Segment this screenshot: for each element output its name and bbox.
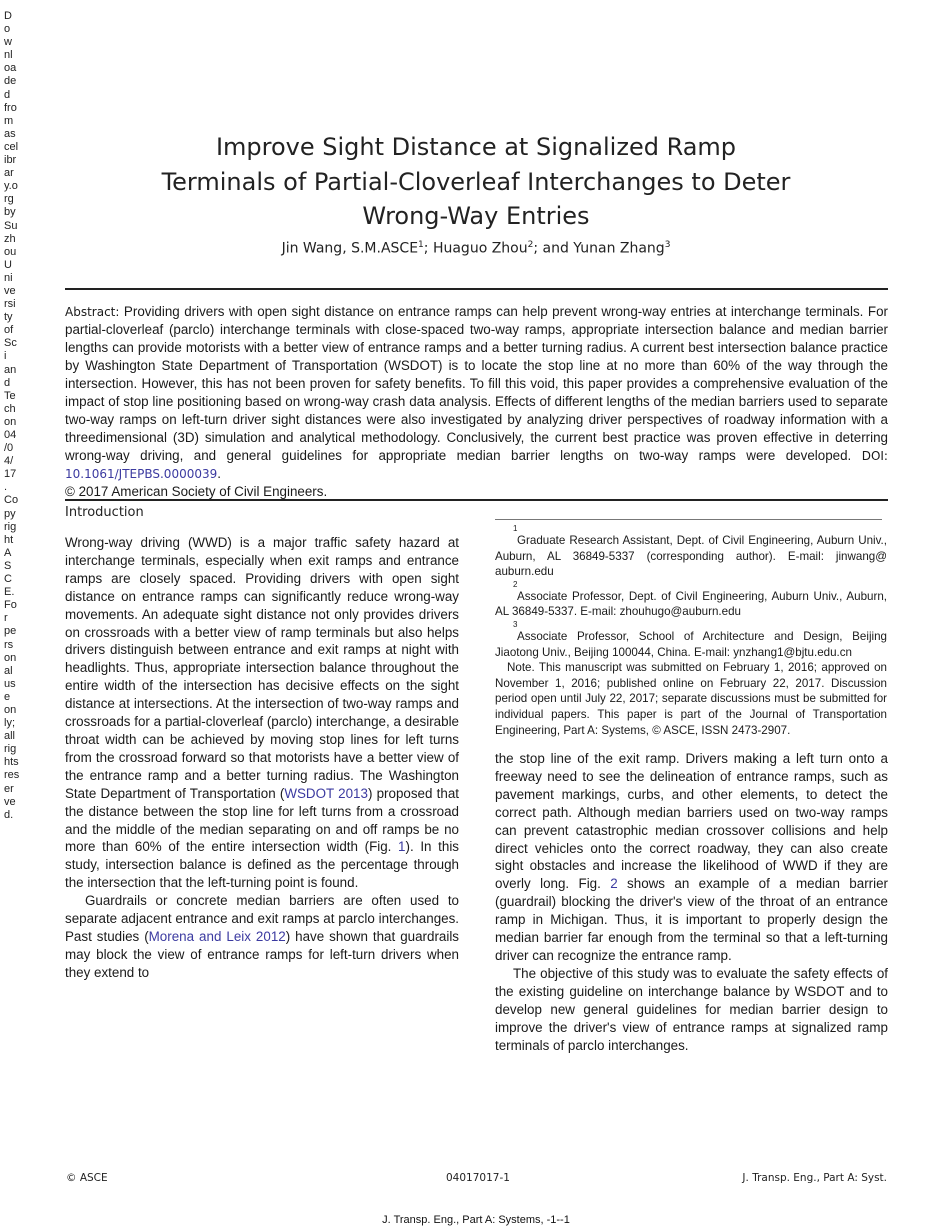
download-notice-fragment: 04 (4, 429, 17, 441)
footer-journal: J. Transp. Eng., Part A: Syst. (742, 1172, 887, 1184)
download-notice-fragment: w (4, 36, 12, 49)
download-notice-fragment: rig (4, 520, 17, 533)
doi-label: DOI: (861, 449, 888, 463)
section-heading-introduction: Introduction (65, 505, 144, 520)
author-2: ; Huaguo Zhou (423, 240, 528, 257)
intro-p2-text-b: ) have shown that guardrails may block the view of entrance ramps for left-turn drivers when they extend to (65, 928, 459, 980)
download-notice-fragment: as (4, 127, 16, 140)
download-notice-fragment: er (4, 782, 14, 795)
download-notice-fragment: all (4, 730, 16, 743)
paper-title (100, 130, 852, 234)
download-notice-fragment: ibr (4, 154, 17, 167)
download-notice-fragment: d (4, 376, 11, 389)
download-notice-fragment: us (4, 677, 16, 690)
footnote-divider (495, 519, 882, 520)
author-1-affil: 1 (418, 240, 424, 250)
download-notice-fragment: on (4, 415, 17, 428)
citation-wsdot-2013[interactable]: WSDOT 2013 (284, 785, 368, 801)
author-3: ; and Yunan Zhang (533, 240, 665, 257)
title-line-3: Wrong-Way Entries (362, 202, 590, 230)
figure-2-link[interactable]: 2 (610, 876, 618, 892)
download-notice-fragment: fro (4, 101, 17, 114)
right-column (495, 750, 888, 1054)
download-notice-fragment: nl (4, 49, 13, 62)
author-2-affil: 2 (527, 240, 534, 250)
download-notice-fragment: rig (4, 743, 17, 756)
abstract-label: Abstract: (65, 305, 120, 319)
intro-p1-text-b: ) proposed that the distance between the stop line for left turns from a crossroad and the middle of the median separating on and off ramps be no more than 60% of the entire intersection width (Fig. (65, 785, 460, 855)
doi-period: . (217, 466, 221, 481)
download-notice-fragment: of (4, 324, 14, 337)
download-notice-fragment: U (4, 258, 12, 271)
download-notice-fragment: Fo (4, 599, 17, 612)
footnote-1-number: 1 (513, 524, 518, 533)
footnotes (495, 524, 887, 738)
title-line-2: Terminals of Partial-Cloverleaf Interchanges to Deter (161, 167, 791, 196)
footnote-1-text: Graduate Research Assistant, Dept. of Civil Engineering, Auburn Univ., Auburn, AL 36849-5337 (corresponding author). E-mail: jinwang@ auburn.edu (495, 534, 887, 579)
divider-abstract (65, 499, 888, 501)
author-list (100, 240, 852, 257)
download-notice-fragment: d (4, 88, 11, 101)
intro-paragraph-1 (65, 534, 459, 892)
download-notice-fragment: E. (4, 586, 15, 599)
bottom-citation: J. Transp. Eng., Part A: Systems, -1--1 (382, 1214, 570, 1226)
download-notice-fragment: rg (4, 193, 14, 206)
footer-copyright: © ASCE (66, 1172, 108, 1184)
download-notice-fragment: ve (4, 795, 16, 808)
download-notice-fragment: ty (4, 311, 13, 324)
download-notice-fragment: o (4, 23, 11, 36)
right-paragraph-1 (495, 750, 888, 965)
download-notice-fragment: Sc (4, 337, 17, 350)
download-notice-fragment: i (4, 350, 7, 363)
footnote-2-text: Associate Professor, Dept. of Civil Engineering, Auburn Univ., Auburn, AL 36849-5337. E-mail: zhouhugo@auburn.edu (495, 589, 887, 619)
download-notice-fragment: pe (4, 625, 17, 638)
download-notice-fragment: on (4, 703, 17, 716)
download-notice-fragment: ni (4, 271, 13, 284)
download-notice-fragment: Co (4, 494, 19, 507)
abstract (65, 303, 888, 501)
download-notice-fragment: 17 (4, 468, 17, 481)
download-notice-fragment: de (4, 75, 17, 88)
intro-p2-text-a: Guardrails or concrete median barriers are often used to separate adjacent entrance and exit ramps at parclo interchanges. Past studies ( (65, 893, 459, 944)
download-notice-fragment: hts (4, 756, 19, 769)
download-notice-fragment: ht (4, 533, 14, 546)
download-notice-fragment: A (4, 546, 12, 559)
manuscript-note: Note. This manuscript was submitted on February 1, 2016; approved on November 1, 2016; published online on February 22, 2017. Discussion period open until July 22, 2017; separate discussions must be submitted for individual papers. This paper is part of the Journal of Transportation Engineering, Part A: Systems, © ASCE, ISSN 2473-2907. (495, 661, 887, 737)
abstract-text: Providing drivers with open sight distance on entrance ramps can help prevent wrong-way entries at interchange terminals. For partial-cloverleaf (parclo) interchange terminals with close-spaced two-way ramps, appropriate intersection balance and median barrier lengths can provide motorists with a better view of entrance ramps and a better turning radius. A current best intersection balance practice by Washington State Department of Transportation (WSDOT) is to locate the stop line at no more than 60% of the way through the intersection. However, this has not been proven for safety benefits. To fill this void, this paper provides a comprehensive evaluation of the impact of stop line positioning based on wrong-way crash data analysis. Effects of different lengths of the median barriers used to separate two-way ramps on left-turn driver sight distances were also investigated by analyzing driver perspectives of roadway information with a threedimensional (3D) simulation and analytical methodology. Conclusively, the current best practice was proven effective in deterring wrong-way driving, and general guidelines for appropriate median barrier lengths on two-way ramps were developed. (65, 304, 888, 463)
author-3-affil: 3 (664, 240, 671, 250)
download-notice-fragment: by (4, 206, 16, 219)
download-notice-fragment: res (4, 769, 20, 782)
download-notice-fragment: py (4, 507, 16, 520)
right-p1-text-b: shows an example of a median barrier (guardrail) blocking the driver's view of the throat of an entrance ramp in Michigan. Thus, it is important to properly design the median barrier far enough from the terminal so that a left-turning driver can recognize the entrance ramp. (495, 876, 888, 963)
download-notice-fragment: Su (4, 219, 18, 232)
right-paragraph-2: The objective of this study was to evaluate the safety effects of the existing guideline on interchange balance by WSDOT and to develop new general guidelines for median barrier design to improve the driver's view of entrance ramps at signalized ramp terminals of parclo interchanges. (495, 965, 888, 1053)
download-notice-fragment: ar (4, 167, 14, 180)
download-notice-fragment: S (4, 559, 12, 572)
download-notice-fragment: on (4, 651, 17, 664)
download-notice-fragment: oa (4, 62, 17, 75)
download-notice-fragment: 4/ (4, 455, 14, 468)
download-notice-fragment: zh (4, 232, 16, 245)
footnote-3-number: 3 (513, 619, 518, 629)
download-notice-fragment: ve (4, 284, 16, 297)
citation-morena-leix-2012[interactable]: Morena and Leix 2012 (148, 928, 286, 944)
divider-top (65, 288, 888, 290)
download-notice-fragment: r (4, 612, 8, 625)
intro-paragraph-2 (65, 892, 459, 982)
title-line-1: Improve Sight Distance at Signalized Ramp (215, 133, 737, 161)
download-notice-fragment: ch (4, 402, 16, 415)
download-notice-fragment: cel (4, 140, 19, 153)
download-notice-fragment: Te (4, 389, 16, 402)
footnote-2-number: 2 (513, 579, 518, 589)
right-p1-text-a: the stop line of the exit ramp. Drivers making a left turn onto a freeway need to see the delineation of entrance ramps, such as pavement markings, curbs, and other elements, to detect the correct path. Although median barriers used on two-way ramps can prevent catastrophic median crossover collisions and help direct vehicles onto the correct roadway, they can also create sight obstacles and increase the likelihood of WWD if they are overly long. Fig. (495, 751, 888, 892)
figure-1-link[interactable]: 1 (398, 839, 406, 855)
download-notice-fragment: D (4, 10, 12, 22)
download-notice-fragment: rsi (4, 298, 16, 311)
download-notice-fragment: rs (4, 638, 14, 651)
download-notice-fragment: m (4, 114, 14, 127)
download-notice-fragment: al (4, 664, 13, 677)
doi-link[interactable]: 10.1061/JTEPBS.0000039 (65, 467, 218, 481)
download-notice-strip (4, 10, 22, 822)
left-column (65, 534, 459, 982)
footnote-3-text: Associate Professor, School of Architecture and Design, Beijing Jiaotong Univ., Beijing 100044, China. E-mail: ynzhang1@bjtu.edu.cn (495, 629, 887, 659)
download-notice-fragment: y.o (4, 180, 18, 193)
intro-p1-text-c: ). In this study, intersection balance is defined as the percentage through the intersection that the left-turning point is found. (65, 839, 459, 891)
download-notice-fragment: e (4, 690, 11, 703)
download-notice-fragment: d. (4, 808, 14, 821)
download-notice-fragment: ly; (4, 717, 15, 730)
author-1: Jin Wang, S.M.ASCE (281, 240, 419, 257)
footer-article-number: 04017017-1 (446, 1172, 510, 1184)
download-notice-fragment: ou (4, 245, 17, 258)
intro-p1-text-a: Wrong-way driving (WWD) is a major traffic safety hazard at interchange terminals, especially when exit ramps and entrance ramps are closely spaced. Providing drivers with open sight distance on entrance ramps can significantly reduce wrong-way movements. An adequate sight distance not only provides drivers on crossroads with a better view of ramp terminals but also helps drivers distinguish between entrance and exit ramps at night with headlights. Thus, appropriate intersection balance throughout the entire width of the intersection has decisive effects on the sight distance at intersections. At the intersection of two-way ramps and crossroads for a partial-cloverleaf (parclo) interchange, a desirable throat width can be achieved by moving stop lines for left turns from the crossroad forward so that motorists have a better view of the entrance ramp and a better turning radius. The Washington State Department of Transportation ( (65, 535, 459, 801)
download-notice-fragment: /0 (4, 442, 14, 455)
download-notice-fragment: C (4, 573, 12, 586)
download-notice-fragment: an (4, 363, 17, 376)
download-notice-fragment: . (4, 481, 8, 494)
abstract-copyright: © 2017 American Society of Civil Engineers. (65, 484, 328, 499)
